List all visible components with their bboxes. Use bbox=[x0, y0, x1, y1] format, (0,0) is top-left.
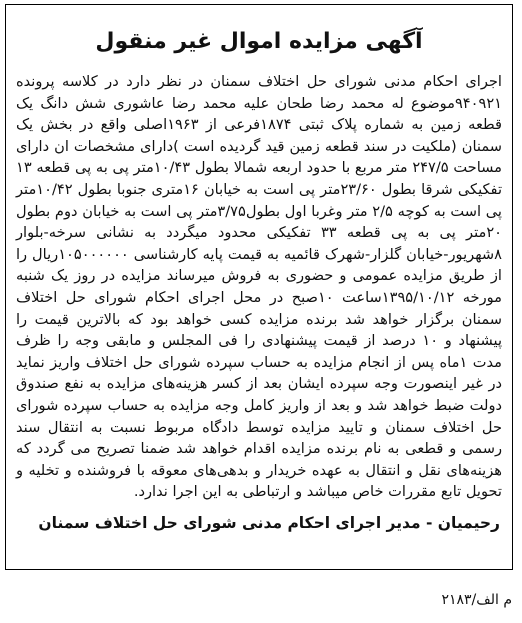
notice-body: اجرای احکام مدنی شورای حل اختلاف سمنان در نظر دارد در کلاسه پرونده ۹۴۰۹۲۱موضوع له محمد رضا طحان علیه محمد رضا عاشوری شش دانگ یک قطعه زمین به شماره پلاک ثبتی ۱۸۷۴فرعی از ۱۹۶۳اصلی واقع در بخش یک سمنان (ملکیت در سند قطعه زمین قید گردیده است )دارای مشخصات ان دارای مساحت ۲۴۷/۵ متر مربع با حدود اربعه شمالا بطول ۱۰/۴۳متر پی به پی قطعه ۱۳ تفکیکی شرقا بطول ۲۳/۶۰متر پی است به خیابان ۱۶متری جنوبا بطول ۱۰/۴۲متر پی است به کوچه ۲/۵ متر وغربا اول بطول۳/۷۵متر پی است به خیابان دوم بطول ۲۰متر پی به پی قطعه ۳۳ تفکیکی محدود میگردد به نشانی سرخه-بلوار ۸شهریور-خیابان گلزار-شهرک قائمیه به قیمت پایه کارشناسی ۱۰۵۰۰۰۰۰۰ریال را از طریق مزایده عمومی و حضوری به فروش میرساند مزایده در روز یک شنبه مورخه ۱۳۹۵/۱۰/۱۲ساعت ۱۰صبح در محل اجرای احکام شورای حل اختلاف سمنان برگزار خواهد شد برنده مزایده کسی خواهد بود که بالاترین قیمت را پیشنهاد و ۱۰ درصد از قیمت پیشنهادی را فی المجلس و مابقی وجه را ظرف مدت ۱ماه پس از انجام مزایده به حساب سپرده شورای حل اختلاف واریز نماید در غیر اینصورت وجه سپرده ایشان بعد از کسر هزینه‌های مزایده به نفع صندوق دولت ضبط خواهد شد و بعد از واریز کامل وجه مزایده به حساب سپرده شورای حل اختلاف سمنان و تایید مزایده توسط دادگاه مربوط نسبت به انتقال سند رسمی و قطعی به نام برنده مزایده اقدام خواهد شد ضمنا تصریح می گردد که هزینه‌های نقل و انتقال به عهده خریدار و بدهی‌های معوقه با فروشنده و تخلیه و تحویل تابع مقررات خاص میباشد و ارتباطی به این اجرا ندارد. bbox=[16, 73, 503, 501]
auction-notice-box bbox=[5, 4, 513, 570]
notice-signature: رحیمیان - مدیر اجرای احکام مدنی شورای حل اختلاف سمنان bbox=[38, 513, 500, 532]
notice-title: آگهی مزایده اموال غیر منقول bbox=[95, 29, 423, 54]
reference-number: م الف/۲۱۸۳ bbox=[441, 592, 512, 608]
